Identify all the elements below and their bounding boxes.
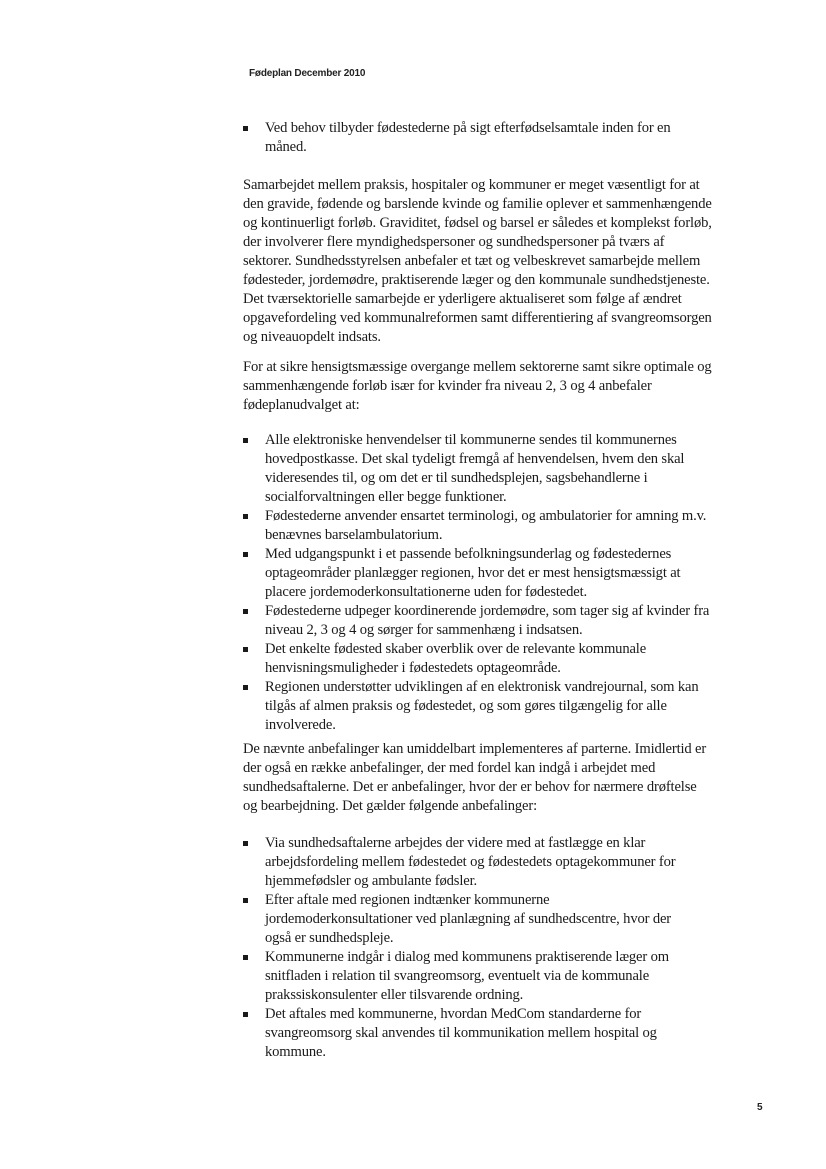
list-item-text: Ved behov tilbyder fødestederne på sigt efterfødselsamtale inden for en måned. — [265, 120, 671, 155]
bullet-icon — [243, 685, 248, 690]
page-header: Fødeplan December 2010 — [249, 68, 366, 79]
recommendations-list — [243, 431, 713, 735]
list-item — [243, 119, 698, 157]
list-item — [243, 640, 713, 678]
health-agreement-list — [243, 834, 693, 1062]
bullet-icon — [243, 841, 248, 846]
bullet-icon — [243, 609, 248, 614]
page-number: 5 — [757, 1102, 763, 1113]
intro-bullet-list — [243, 119, 698, 157]
list-item-text: Det enkelte fødested skaber overblik over de relevante kommunale henvisningsmuligheder i fødestedets optageområde. — [265, 641, 647, 676]
bullet-icon — [243, 647, 248, 652]
list-item — [243, 948, 693, 1005]
list-item-text: Fødestederne udpeger koordinerende jordemødre, som tager sig af kvinder fra niveau 2, 3 og 4 og sørger for sammenhæng i indsatsen. — [265, 603, 710, 638]
paragraph-cooperation: Samarbejdet mellem praksis, hospitaler og kommuner er meget væsentligt for at den gravide, fødende og barslende kvinde og familie oplever et sammenhængende og kontinuerligt forløb. Graviditet, fødsel og barsel er således et komplekst forløb, der involverer flere myndighedspersoner og sundhedspersoner på tværs af sektorer. Sundhedsstyrelsen anbefaler et tæt og velbeskrevet samarbejde mellem fødesteder, jordemødre, praktiserende læger og den kommunale sundhedstjeneste. Det tværsektorielle samarbejde er yderligere aktualiseret som følge af ændret opgavefordeling ved kommunalreformen samt differentiering af svangreomsorgen og niveauopdelt indsats. — [243, 177, 712, 345]
bullet-icon — [243, 438, 248, 443]
list-item-text: Alle elektroniske henvendelser til kommunerne sendes til kommunernes hovedpostkasse. Det skal tydeligt fremgå af henvendelsen, hvem den skal videresendes til, og om det er til sundhedsplejen, sagsbehandlerne i socialforvaltningen eller begge funktioner. — [265, 432, 685, 505]
list-item-text: Kommunerne indgår i dialog med kommunens praktiserende læger om snitfladen i relation til svangreomsorg, eventuelt via de kommunale prakssiskonsulenter eller tilsvarende ordning. — [265, 949, 669, 1003]
list-item — [243, 602, 713, 640]
bullet-icon — [243, 898, 248, 903]
list-item — [243, 431, 713, 507]
list-item-text: Regionen understøtter udviklingen af en elektronisk vandrejournal, som kan tilgås af almen praksis og fødestedet, og som gøres tilgængelig for alle involverede. — [265, 679, 699, 733]
bullet-icon — [243, 126, 248, 131]
list-item — [243, 545, 713, 602]
paragraph-recommendation-intro: For at sikre hensigtsmæssige overgange mellem sektorerne samt sikre optimale og sammenhængende forløb især for kvinder fra niveau 2, 3 og 4 anbefaler fødeplanudvalget at: — [243, 359, 712, 413]
list-item-text: Det aftales med kommunerne, hvordan MedCom standarderne for svangreomsorg skal anvendes til kommunikation mellem hospital og kommune. — [265, 1006, 657, 1060]
list-item-text: Efter aftale med regionen indtænker kommunerne jordemoderkonsultationer ved planlægning af sundhedscentre, hvor der også er sundhedspleje. — [265, 892, 672, 946]
list-item — [243, 834, 693, 891]
bullet-icon — [243, 955, 248, 960]
bullet-icon — [243, 514, 248, 519]
list-item — [243, 891, 693, 948]
list-item — [243, 678, 713, 735]
bullet-icon — [243, 1012, 248, 1017]
list-item — [243, 507, 713, 545]
list-item — [243, 1005, 693, 1062]
list-item-text: Med udgangspunkt i et passende befolkningsunderlag og fødestedernes optageområder planlægger regionen, hvor det er mest hensigtsmæssigt at placere jordemoderkonsultationerne uden for fødestedet. — [265, 546, 681, 600]
list-item-text: Fødestederne anvender ensartet terminologi, og ambulatorier for amning m.v. benævnes barselambulatorium. — [265, 508, 707, 543]
list-item-text: Via sundhedsaftalerne arbejdes der videre med at fastlægge en klar arbejdsfordeling mellem fødestedet og fødestedets optagekommuner for hjemmefødsler og ambulante fødsler. — [265, 835, 676, 889]
paragraph-health-agreements: De nævnte anbefalinger kan umiddelbart implementeres af parterne. Imidlertid er der også en række anbefalinger, der med fordel kan indgå i arbejdet med sundhedsaftalerne. Det er anbefalinger, hvor der er behov for nærmere drøftelse og bearbejdning. Det gælder følgende anbefalinger: — [243, 741, 707, 814]
bullet-icon — [243, 552, 248, 557]
